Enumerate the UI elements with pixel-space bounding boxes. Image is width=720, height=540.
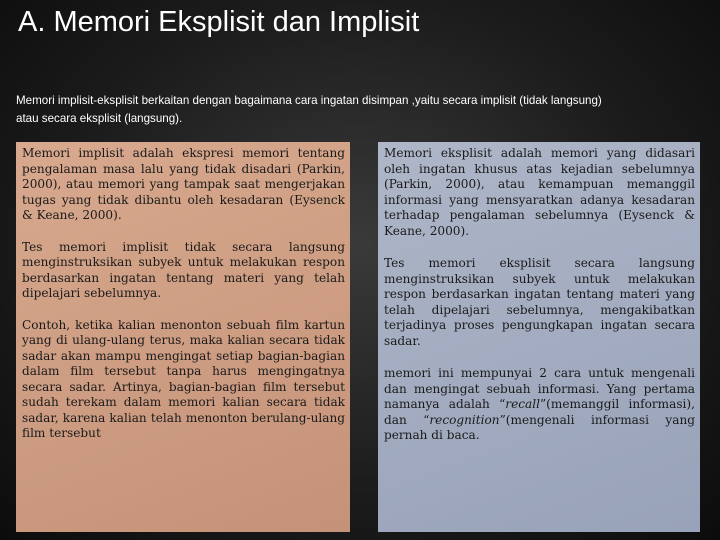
explicit-methods-end: ”(mengenali informasi yang pernah di baca. <box>384 412 695 442</box>
recall-term: recall <box>505 397 540 411</box>
slide-title: A. Memori Eksplisit dan Implisit <box>18 6 420 38</box>
explicit-memory-panel <box>378 142 700 532</box>
implicit-test-description: Tes memori implisit tidak secara langsung menginstruksikan subyek untuk melakukan respon berdasarkan ingatan tentang materi yang telah dipelajari sebelumnya. <box>22 239 345 300</box>
explicit-methods-middle: ”(memanggil informasi), dan “ <box>384 397 695 427</box>
explicit-definition: Memori eksplisit adalah memori yang didasari oleh ingatan khusus atas kejadian sebelumnya (Parkin, 2000), atau kemampuan memanggil informasi yang mensyaratkan adanya kesadaran terhadap pengalaman sebelumnya (Eysenck & Keane, 2000). <box>384 146 695 238</box>
implicit-definition: Memori implisit adalah ekspresi memori tentang pengalaman masa lalu yang tidak disadari (Parkin, 2000), atau memori yang tampak saat mengerjakan tugas yang tidak dibantu oleh kesadaran (Eysenck & Keane, 2000). <box>22 146 345 222</box>
explicit-methods <box>384 366 695 444</box>
recognition-term: recognition <box>429 412 500 427</box>
explicit-methods-intro: memori ini mempunyai 2 cara untuk mengenali dan mengingat sebuah informasi. Yang pertama namanya adalah “ <box>384 366 695 411</box>
implicit-memory-panel <box>16 142 350 532</box>
explicit-test-description: Tes memori eksplisit secara langsung menginstruksikan subyek untuk melakukan respon berdasarkan ingatan tentang materi yang telah dipelajari sebelumnya, mengakibatkan terjadinya proses pengungkapan ingatan secara sadar. <box>384 256 695 348</box>
intro-text: Memori implisit-eksplisit berkaitan dengan bagaimana cara ingatan disimpan ,yaitu secara implisit (tidak langsung) atau secara eksplisit (langsung). <box>16 94 602 125</box>
implicit-example: Contoh, ketika kalian menonton sebuah film kartun yang di ulang-ulang terus, maka kalian secara tidak sadar akan mampu mengingat setiap bagian-bagian dalam film tersebut tanpa harus mengingatnya secara sadar. Artinya, bagian-bagian film tersebut sudah terekam dalam memori kalian secara tidak sadar, karena kalian telah menonton berulang-ulang film tersebut <box>22 317 345 440</box>
